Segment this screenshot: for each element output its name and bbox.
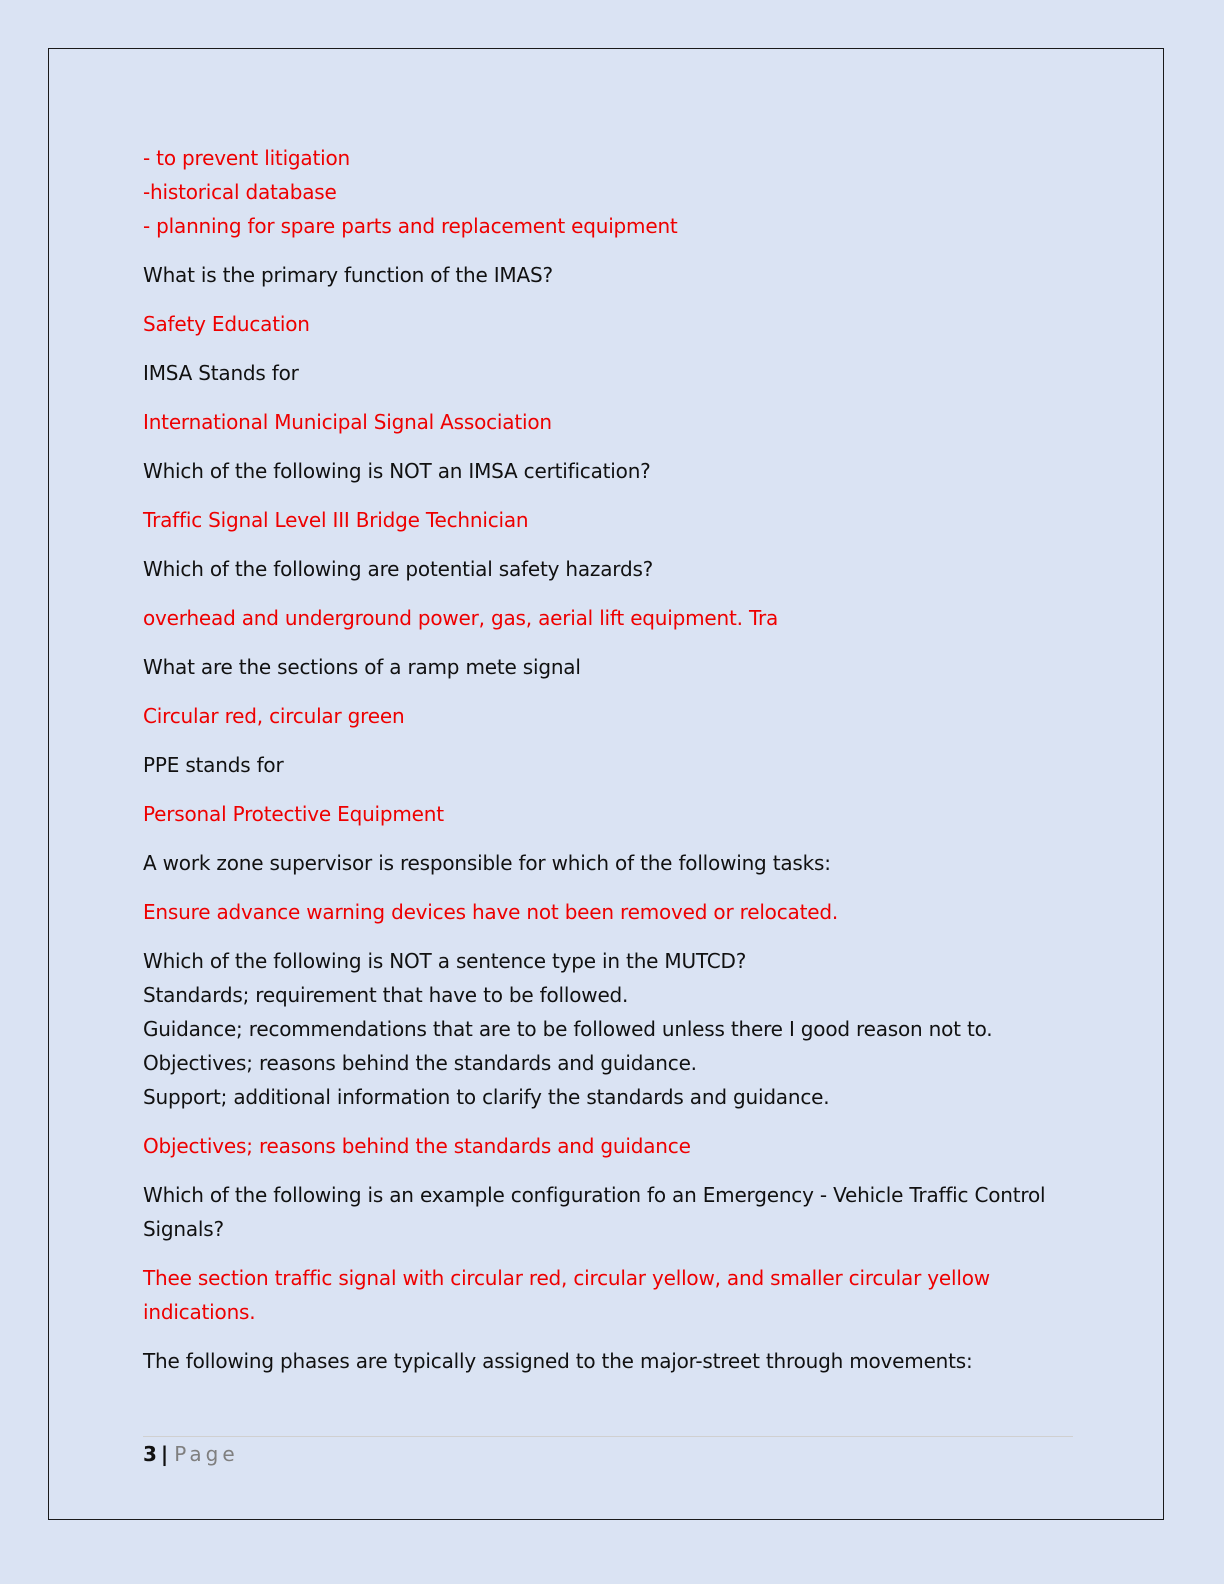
answer-text: Objectives; reasons behind the standards and guidance [143,1134,691,1158]
option-text: Guidance; recommendations that are to be followed unless there I good reason not to. [143,1017,993,1041]
answer-text: Circular red, circular green [143,704,405,728]
question-text: Which of the following are potential safety hazards? [143,557,654,581]
question-text: IMSA Stands for [143,361,299,385]
document-body [143,141,1083,1393]
mutcd-question-block [143,944,1083,1114]
question-text: Which of the following is an example configuration fo an Emergency - Vehicle Traffic Control Signals? [143,1183,1046,1241]
page-label: Page [174,1442,239,1466]
answer-list [143,141,1083,243]
question-text: PPE stands for [143,753,284,777]
list-item: - to prevent litigation [143,146,350,170]
question-text: Which of the following is NOT an IMSA certification? [143,459,651,483]
option-text: Objectives; reasons behind the standards and guidance. [143,1051,697,1075]
list-item: - planning for spare parts and replacement equipment [143,214,678,238]
question-text: What are the sections of a ramp mete signal [143,655,581,679]
option-text: Standards; requirement that have to be followed. [143,983,629,1007]
answer-text: Safety Education [143,312,310,336]
answer-text: Personal Protective Equipment [143,802,444,826]
page-footer [143,1438,239,1470]
question-text: What is the primary function of the IMAS? [143,263,553,287]
answer-text: Thee section traffic signal with circular red, circular yellow, and smaller circular yellow indications. [143,1266,990,1324]
question-text: A work zone supervisor is responsible for which of the following tasks: [143,851,831,875]
answer-text: Traffic Signal Level III Bridge Technician [143,508,529,532]
list-item: -historical database [143,180,337,204]
question-text: The following phases are typically assigned to the major-street through movements: [143,1349,973,1373]
question-text: Which of the following is NOT a sentence type in the MUTCD? [143,949,747,973]
answer-text: overhead and underground power, gas, aerial lift equipment. Tra [143,606,779,630]
footer-separator: | [160,1442,169,1466]
answer-text: Ensure advance warning devices have not been removed or relocated. [143,900,838,924]
page-number: 3 [143,1442,157,1466]
option-text: Support; additional information to clarify the standards and guidance. [143,1085,830,1109]
footer-divider [143,1436,1073,1437]
answer-text: International Municipal Signal Association [143,410,552,434]
